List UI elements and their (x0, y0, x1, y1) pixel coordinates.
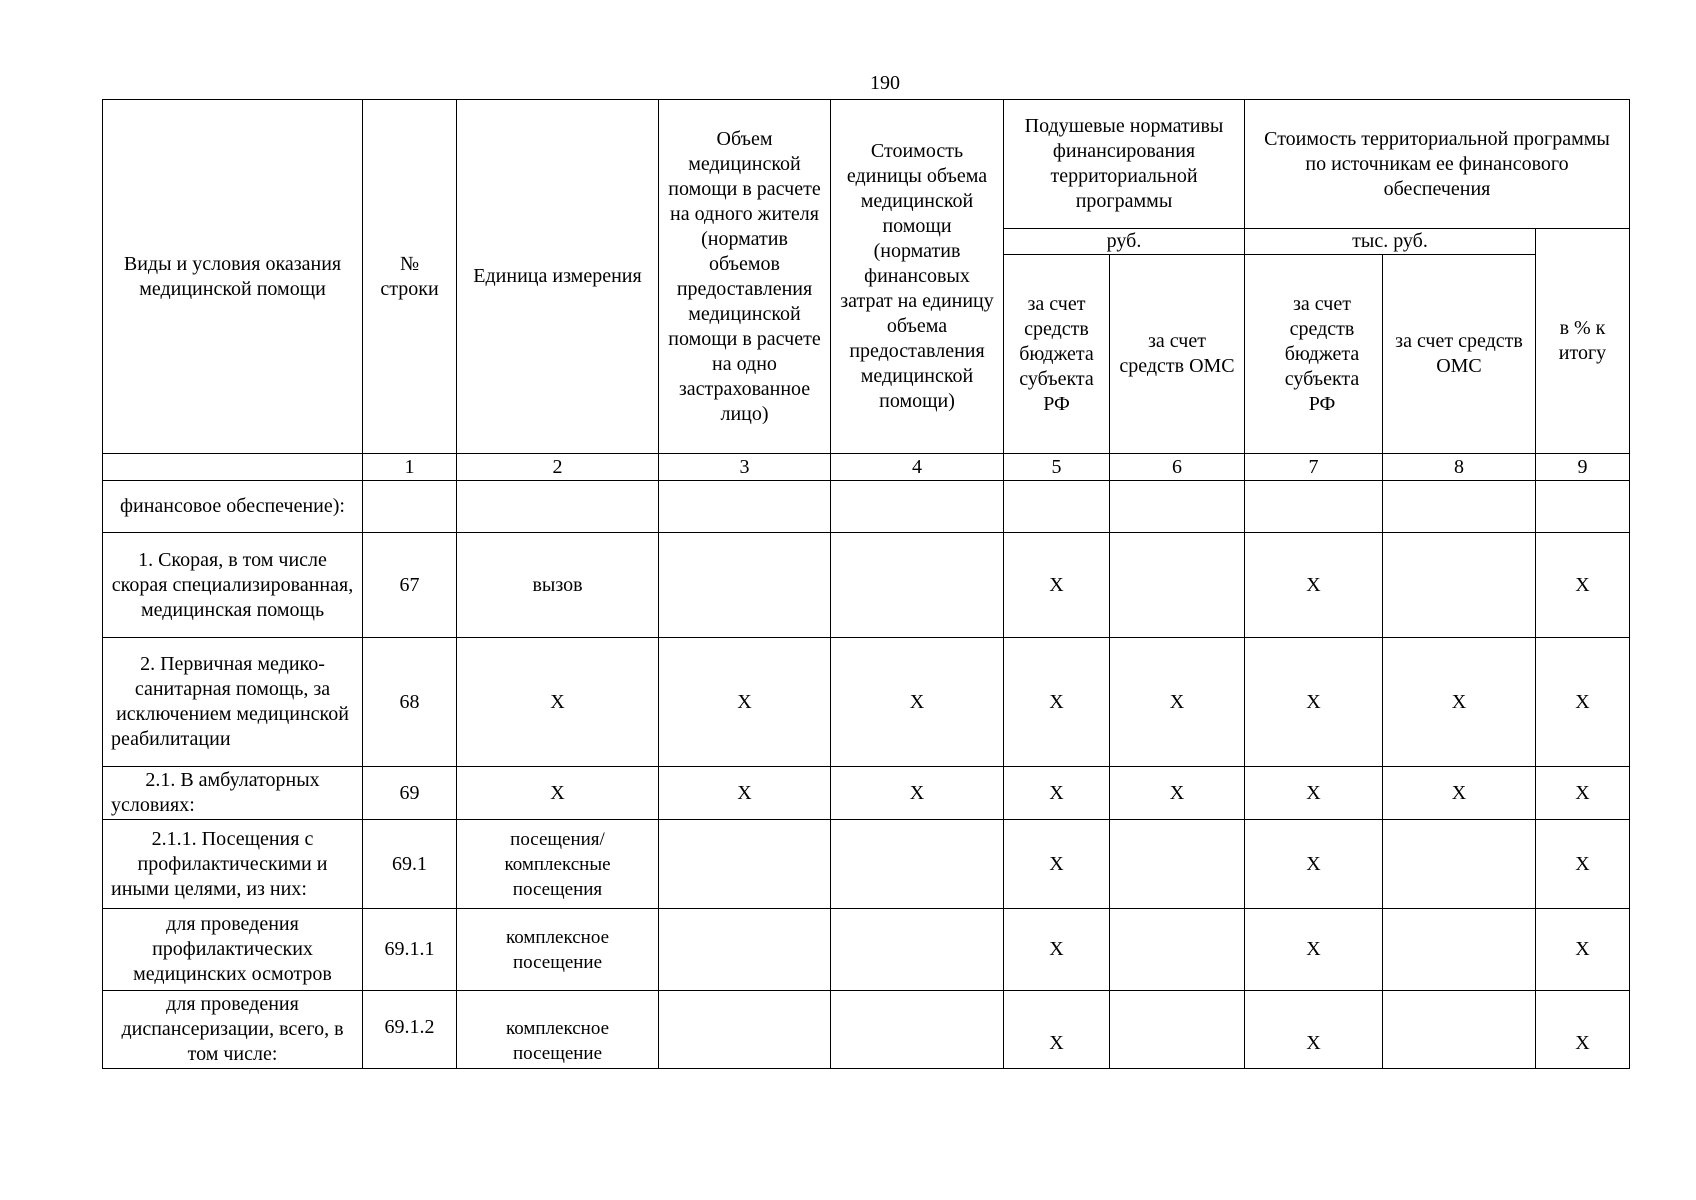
header-budget: за счет средств бюджета субъекта РФ (1004, 255, 1110, 454)
row-number: 69 (363, 767, 457, 820)
column-number: 4 (831, 454, 1004, 481)
cell-percent: Х (1536, 533, 1630, 638)
cell-per-capita-budget: Х (1004, 638, 1110, 767)
row-number: 68 (363, 638, 457, 767)
cell-volume (659, 909, 831, 991)
header-rub: руб. (1004, 229, 1245, 255)
page-number: 190 (870, 72, 900, 94)
cell-cost (831, 533, 1004, 638)
cell-cost-budget: Х (1245, 991, 1383, 1069)
row-unit: Х (457, 638, 659, 767)
cell-per-capita-oms (1110, 991, 1245, 1069)
cell-per-capita-budget: Х (1004, 533, 1110, 638)
header-kind: Виды и условия оказания медицинской помощи (103, 100, 363, 454)
cell-per-capita-oms (1110, 909, 1245, 991)
header-row-number: № строки (363, 100, 457, 454)
cell-volume (659, 991, 831, 1069)
cell-cost-oms (1383, 820, 1536, 909)
cell-cost-budget: Х (1245, 909, 1383, 991)
cell-percent: Х (1536, 638, 1630, 767)
column-number: 7 (1245, 454, 1383, 481)
cell-per-capita-budget: Х (1004, 909, 1110, 991)
cell-per-capita-budget: Х (1004, 820, 1110, 909)
cell-per-capita-oms: Х (1110, 767, 1245, 820)
row-number: 67 (363, 533, 457, 638)
header-volume: Объем медицинской помощи в расчете на одного жителя (норматив объемов предоставления медицинской помощи в расчете на одно застрахованное лицо) (659, 100, 831, 454)
cell-percent (1536, 481, 1630, 533)
column-number: 2 (457, 454, 659, 481)
header-per-capita: Подушевые нормативы финансирования территориальной программы (1004, 100, 1245, 229)
cell-percent: Х (1536, 767, 1630, 820)
row-unit: вызов (457, 533, 659, 638)
row-label: 2.1. В амбулаторных условиях: (103, 767, 363, 820)
row-number: 69.1.1 (363, 909, 457, 991)
cell-cost-budget: Х (1245, 533, 1383, 638)
cell-cost-oms (1383, 533, 1536, 638)
column-number: 8 (1383, 454, 1536, 481)
cell-cost-oms (1383, 909, 1536, 991)
cell-cost-oms (1383, 481, 1536, 533)
table-row (103, 909, 1630, 991)
cell-cost-oms: Х (1383, 638, 1536, 767)
table-row (103, 481, 1630, 533)
header-percent: в % к итогу (1536, 229, 1630, 454)
cell-volume (659, 533, 831, 638)
cell-percent: Х (1536, 909, 1630, 991)
cell-volume: Х (659, 767, 831, 820)
cell-volume (659, 481, 831, 533)
cell-percent: Х (1536, 820, 1630, 909)
row-number (363, 481, 457, 533)
column-number-blank (103, 454, 363, 481)
cell-per-capita-oms: Х (1110, 638, 1245, 767)
row-unit: Х (457, 767, 659, 820)
cell-per-capita-oms (1110, 481, 1245, 533)
table-row (103, 767, 1630, 820)
cell-cost: Х (831, 767, 1004, 820)
header-budget-2: за счет средств бюджета субъекта РФ (1245, 255, 1383, 454)
header-program-cost: Стоимость территориальной программы по источникам ее финансового обеспечения (1245, 100, 1630, 229)
column-number: 6 (1110, 454, 1245, 481)
column-numbers-row (103, 454, 1630, 481)
header-unit: Единица измерения (457, 100, 659, 454)
cell-percent: Х (1536, 991, 1630, 1069)
table-row (103, 991, 1630, 1069)
cell-per-capita-budget (1004, 481, 1110, 533)
row-label: 2. Первичная медико-санитарная помощь, за исключением медицинской реабилитации (103, 638, 363, 767)
cell-cost (831, 909, 1004, 991)
cell-cost (831, 481, 1004, 533)
cell-per-capita-budget: Х (1004, 767, 1110, 820)
row-label: 1. Скорая, в том числе скорая специализированная, медицинская помощь (103, 533, 363, 638)
header-oms-2: за счет средств ОМС (1383, 255, 1536, 454)
row-number: 69.1 (363, 820, 457, 909)
cell-per-capita-oms (1110, 533, 1245, 638)
row-unit (457, 481, 659, 533)
row-unit: комплексное посещение (457, 909, 659, 991)
column-number: 1 (363, 454, 457, 481)
cell-cost-budget (1245, 481, 1383, 533)
header-thous-rub: тыс. руб. (1245, 229, 1536, 255)
cell-cost-oms (1383, 991, 1536, 1069)
cell-cost-budget: Х (1245, 820, 1383, 909)
row-label: для проведения профилактических медицинских осмотров (103, 909, 363, 991)
cell-cost-oms: Х (1383, 767, 1536, 820)
column-number: 3 (659, 454, 831, 481)
header-oms: за счет средств ОМС (1110, 255, 1245, 454)
table-row (103, 638, 1630, 767)
column-number: 9 (1536, 454, 1630, 481)
financing-table (102, 99, 1630, 1069)
row-label: для проведения диспансеризации, всего, в том числе: (103, 991, 363, 1069)
row-label: финансовое обеспечение): (103, 481, 363, 533)
cell-cost (831, 991, 1004, 1069)
cell-per-capita-budget: Х (1004, 991, 1110, 1069)
table-row (103, 533, 1630, 638)
column-number: 5 (1004, 454, 1110, 481)
cell-volume (659, 820, 831, 909)
cell-cost (831, 820, 1004, 909)
row-number: 69.1.2 (363, 991, 457, 1069)
row-unit: посещения/ комплексные посещения (457, 820, 659, 909)
table-row (103, 820, 1630, 909)
cell-volume: Х (659, 638, 831, 767)
cell-cost-budget: Х (1245, 638, 1383, 767)
row-unit: комплексное посещение (457, 991, 659, 1069)
cell-cost-budget: Х (1245, 767, 1383, 820)
cell-cost: Х (831, 638, 1004, 767)
row-label: 2.1.1. Посещения с профилактическими и иными целями, из них: (103, 820, 363, 909)
cell-per-capita-oms (1110, 820, 1245, 909)
header-cost: Стоимость единицы объема медицинской помощи (норматив финансовых затрат на единицу объема предоставления медицинской помощи) (831, 100, 1004, 454)
